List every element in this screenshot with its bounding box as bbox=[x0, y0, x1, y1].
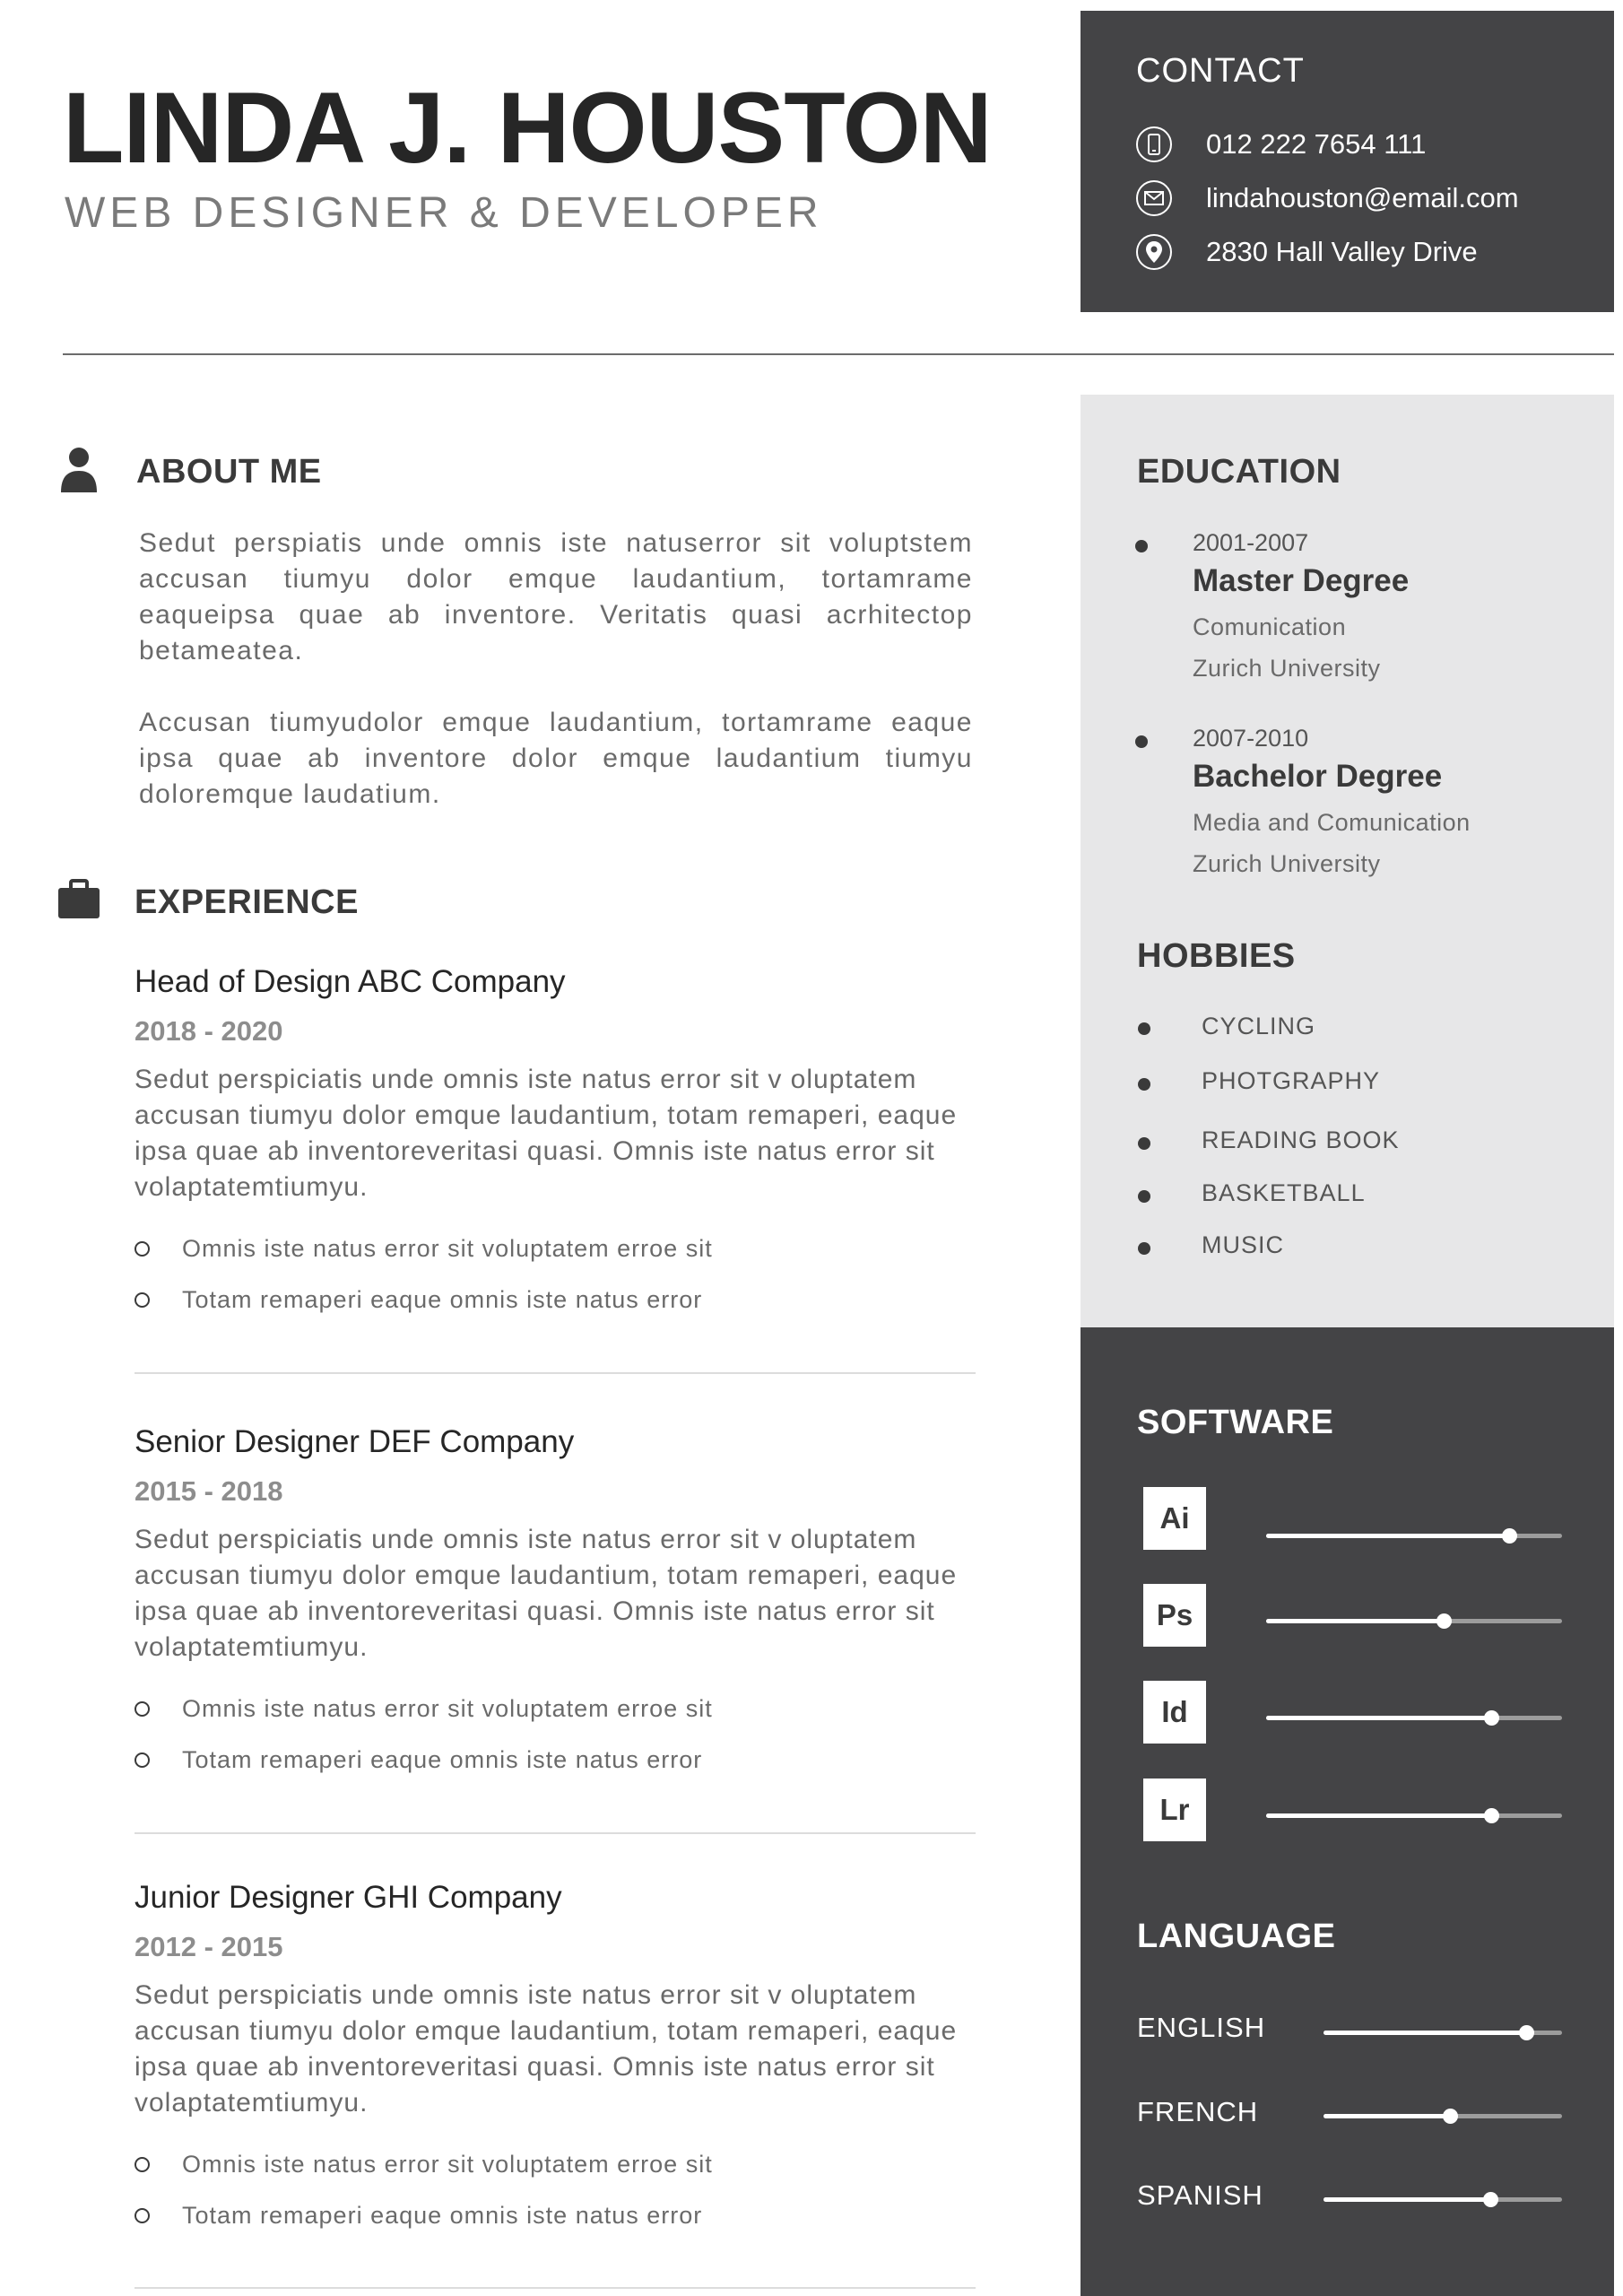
job-years: 2015 - 2018 bbox=[135, 1475, 283, 1507]
skill-bar-fill bbox=[1266, 1813, 1491, 1818]
job-bullet: Totam remaperi eaque omnis iste natus error bbox=[135, 2190, 976, 2241]
skill-bar-fill bbox=[1266, 1534, 1509, 1538]
job-entry bbox=[135, 1420, 976, 1786]
hobbies-title: HOBBIES bbox=[1137, 937, 1296, 975]
skill-bar-fill bbox=[1266, 1716, 1491, 1720]
hobby-bullet-icon bbox=[1138, 1022, 1150, 1035]
skill-bar-knob bbox=[1519, 2025, 1534, 2040]
job-bullet: Totam remaperi eaque omnis iste natus error bbox=[135, 1735, 976, 1786]
hobby-item: BASKETBALL bbox=[1202, 1179, 1366, 1206]
header-divider bbox=[63, 353, 1614, 355]
job-bullet: Omnis iste natus error sit voluptatem erroe sit bbox=[135, 1223, 976, 1274]
job-years: 2012 - 2015 bbox=[135, 1931, 283, 1962]
job-description: Sedut perspiciatis unde omnis iste natus error sit v oluptatem accusan tiumyu dolor emque laudantium, totam remaperi, eaque ipsa quae ab inventoreveritasi quasi. Omnis iste natus error sit volaptatemtiumyu. bbox=[135, 1525, 958, 1662]
person-icon bbox=[58, 446, 100, 492]
ring-bullet-icon bbox=[135, 2208, 150, 2223]
language-skill-bar bbox=[1324, 2114, 1562, 2118]
skill-bar-knob bbox=[1502, 1528, 1517, 1544]
experience-title: EXPERIENCE bbox=[135, 883, 359, 921]
skill-bar-fill bbox=[1324, 2197, 1490, 2202]
contact-phone: 012 222 7654 111 bbox=[1206, 128, 1427, 160]
education-school: Zurich University bbox=[1193, 850, 1381, 877]
education-years: 2007-2010 bbox=[1193, 725, 1309, 752]
education-school: Zurich University bbox=[1193, 655, 1381, 682]
about-paragraph-1: Sedut perspiatis unde omnis iste natuserror sit voluptstem accusan tiumyu dolor emque laudantium, tortamrame eaqueipsa quae ab inventore. Veritatis quasi acrhitectop betameatea. bbox=[139, 528, 973, 665]
contact-address-row bbox=[1136, 225, 1614, 279]
job-bullet: Omnis iste natus error sit voluptatem erroe sit bbox=[135, 1683, 976, 1735]
language-label: SPANISH bbox=[1137, 2179, 1263, 2211]
education-degree: Bachelor Degree bbox=[1193, 759, 1443, 794]
education-degree: Master Degree bbox=[1193, 563, 1410, 598]
hobby-bullet-icon bbox=[1138, 1078, 1150, 1091]
ring-bullet-icon bbox=[135, 1752, 150, 1768]
job-divider bbox=[135, 2287, 976, 2289]
job-divider bbox=[135, 1832, 976, 1834]
skill-bar-knob bbox=[1484, 1710, 1499, 1726]
location-pin-icon bbox=[1136, 234, 1172, 270]
job-title: Head of Design ABC Company bbox=[135, 964, 566, 999]
contact-email[interactable]: lindahouston@email.com bbox=[1206, 182, 1519, 213]
skill-bar-knob bbox=[1436, 1613, 1452, 1629]
job-description: Sedut perspiciatis unde omnis iste natus error sit v oluptatem accusan tiumyu dolor emque laudantium, totam remaperi, eaque ipsa quae ab inventoreveritasi quasi. Omnis iste natus error sit volaptatemtiumyu. bbox=[135, 1980, 958, 2118]
job-title: Senior Designer DEF Company bbox=[135, 1424, 575, 1459]
job-divider bbox=[135, 1372, 976, 1374]
job-description: Sedut perspiciatis unde omnis iste natus error sit v oluptatem accusan tiumyu dolor emque laudantium, totam remaperi, eaque ipsa quae ab inventoreveritasi quasi. Omnis iste natus error sit volaptatemtiumyu. bbox=[135, 1065, 958, 1202]
phone-icon bbox=[1136, 126, 1172, 162]
education-field: Media and Comunication bbox=[1193, 809, 1471, 836]
hobby-item: READING BOOK bbox=[1202, 1126, 1400, 1153]
skill-bar-fill bbox=[1324, 2031, 1526, 2035]
skill-bar-fill bbox=[1324, 2114, 1450, 2118]
job-years: 2018 - 2020 bbox=[135, 1015, 283, 1047]
about-paragraph-2: Accusan tiumyudolor emque laudantium, tortamrame eaque ipsa quae ab inventore dolor emque laudantium tiumyu doloremque laudatium. bbox=[139, 708, 973, 809]
education-bullet-icon bbox=[1135, 540, 1148, 552]
software-skill-bar bbox=[1266, 1716, 1562, 1720]
lightroom-icon: Lr bbox=[1143, 1779, 1206, 1841]
mail-icon bbox=[1136, 180, 1172, 216]
hobby-bullet-icon bbox=[1138, 1190, 1150, 1203]
indesign-icon: Id bbox=[1143, 1681, 1206, 1744]
skill-bar-knob bbox=[1484, 1808, 1499, 1823]
briefcase-icon bbox=[56, 879, 98, 926]
job-bullet: Omnis iste natus error sit voluptatem erroe sit bbox=[135, 2139, 976, 2190]
hobby-bullet-icon bbox=[1138, 1137, 1150, 1150]
about-title: ABOUT ME bbox=[136, 453, 322, 491]
language-skill-bar bbox=[1324, 2031, 1562, 2035]
education-field: Comunication bbox=[1193, 613, 1347, 640]
hobby-item: PHOTGRAPHY bbox=[1202, 1067, 1381, 1094]
job-entry bbox=[135, 960, 976, 1326]
illustrator-icon: Ai bbox=[1143, 1487, 1206, 1550]
education-bullet-icon bbox=[1135, 735, 1148, 748]
resume-name: LINDA J. HOUSTON bbox=[63, 72, 992, 184]
software-skill-bar bbox=[1266, 1619, 1562, 1623]
job-title: Junior Designer GHI Company bbox=[135, 1880, 562, 1915]
photoshop-icon: Ps bbox=[1143, 1584, 1206, 1647]
language-skill-bar bbox=[1324, 2197, 1562, 2202]
language-label: FRENCH bbox=[1137, 2096, 1259, 2127]
contact-panel bbox=[1081, 11, 1614, 312]
hobby-bullet-icon bbox=[1138, 1242, 1150, 1255]
resume-role: WEB DESIGNER & DEVELOPER bbox=[65, 189, 823, 237]
contact-phone-row bbox=[1136, 117, 1614, 171]
software-title: SOFTWARE bbox=[1137, 1404, 1334, 1441]
education-title: EDUCATION bbox=[1137, 453, 1341, 491]
contact-email-row bbox=[1136, 171, 1614, 225]
ring-bullet-icon bbox=[135, 1241, 150, 1257]
contact-title: CONTACT bbox=[1136, 52, 1305, 90]
job-bullet: Totam remaperi eaque omnis iste natus error bbox=[135, 1274, 976, 1326]
software-skill-bar bbox=[1266, 1534, 1562, 1538]
contact-address: 2830 Hall Valley Drive bbox=[1206, 236, 1478, 267]
job-entry bbox=[135, 1875, 976, 2241]
skill-bar-fill bbox=[1266, 1619, 1444, 1623]
ring-bullet-icon bbox=[135, 2157, 150, 2172]
education-years: 2001-2007 bbox=[1193, 529, 1309, 556]
ring-bullet-icon bbox=[135, 1292, 150, 1308]
language-title: LANGUAGE bbox=[1137, 1918, 1336, 1955]
software-skill-bar bbox=[1266, 1813, 1562, 1818]
hobby-item: CYCLING bbox=[1202, 1013, 1316, 1039]
hobby-item: MUSIC bbox=[1202, 1231, 1284, 1258]
skill-bar-knob bbox=[1443, 2109, 1458, 2124]
ring-bullet-icon bbox=[135, 1701, 150, 1717]
language-label: ENGLISH bbox=[1137, 2012, 1266, 2043]
